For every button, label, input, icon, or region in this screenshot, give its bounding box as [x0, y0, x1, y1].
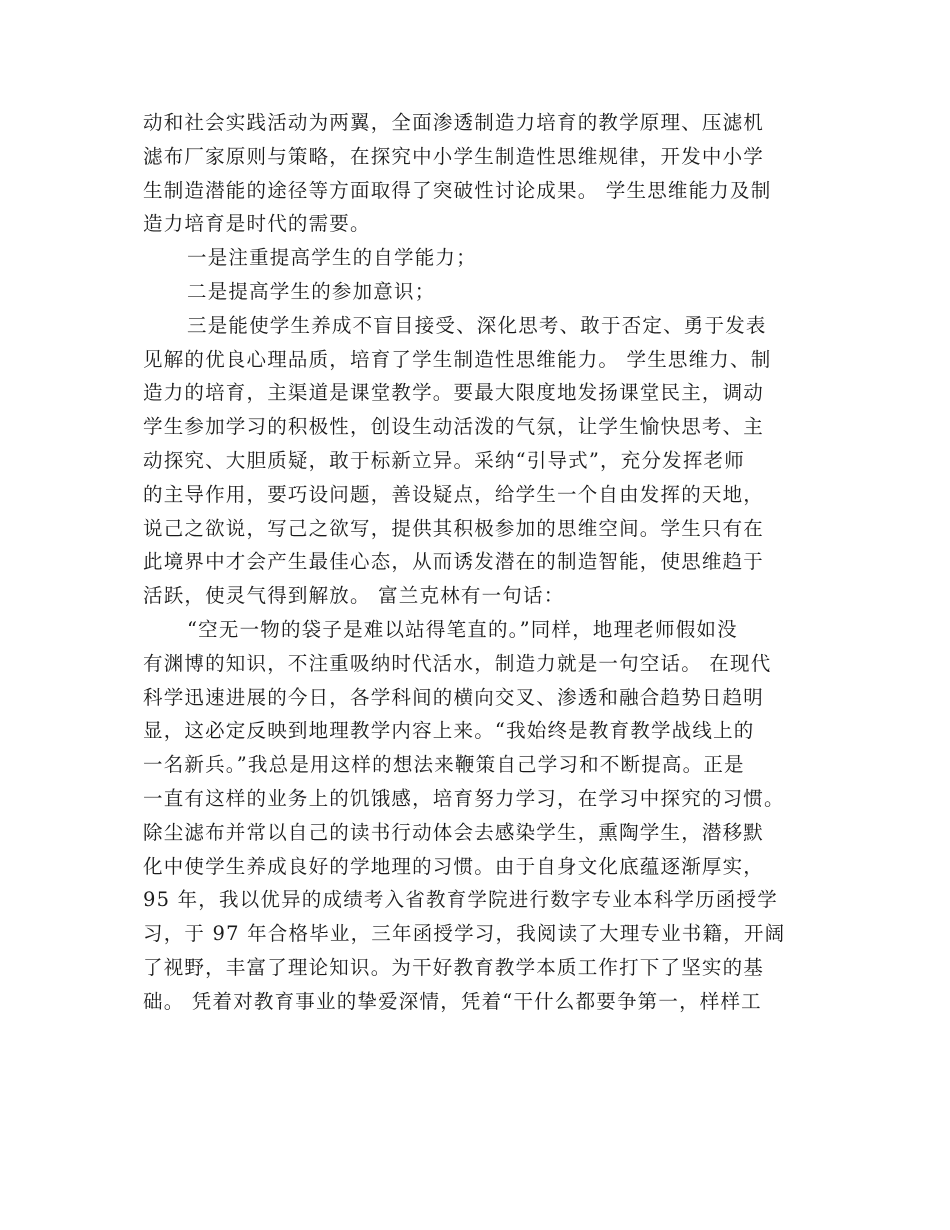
text-line: 除尘滤布并常以自己的读书行动体会去感染学生，熏陶学生，潜移默: [143, 820, 765, 844]
text-line: 此境界中才会产生最佳心态，从而诱发潜在的制造智能，使思维趋于: [143, 550, 765, 574]
text-line: 动和社会实践活动为两翼，全面渗透制造力培育的教学原理、压滤机: [143, 111, 765, 134]
body-text: [143, 106, 813, 1019]
text-line: “空无一物的袋子是难以站得笔直的。”同样，地理老师假如没: [187, 617, 738, 641]
text-line: 动探究、大胆质疑，敢于标新立异。采纳“引导式”，充分发挥老师: [143, 448, 745, 472]
text-line: 学生参加学习的积极性，创设生动活泼的气氛，让学生愉快思考、主: [143, 415, 765, 439]
text-line: 有渊博的知识，不注重吸纳时代活水，制造力就是一句空话。 在现代: [143, 651, 772, 675]
text-line: 一直有这样的业务上的饥饿感，培育努力学习，在学习中探究的习惯。: [143, 786, 785, 810]
text-line: 科学迅速进展的今日，各学科间的横向交叉、渗透和融合趋势日趋明: [143, 685, 765, 709]
text-line: 活跃，使灵气得到解放。 富兰克林有一句话：: [143, 584, 565, 608]
text-line: 础。 凭着对教育事业的挚爱深情，凭着“干什么都要争第一，样样工: [143, 989, 762, 1013]
text-line: 显，这必定反映到地理教学内容上来。“我始终是教育教学战线上的: [143, 719, 755, 743]
text-line: 95 年，我以优异的成绩考入省教育学院进行数字专业本科学历函授学: [143, 888, 778, 912]
text-line: 的主导作用，要巧设问题，善设疑点，给学生一个自由发挥的天地，: [143, 482, 765, 506]
text-line: 造力培育是时代的需要。: [143, 212, 371, 236]
text-line: 一是注重提高学生的自学能力；: [187, 246, 477, 270]
text-line: 说己之欲说，写己之欲写，提供其积极参加的思维空间。学生只有在: [143, 516, 765, 540]
text-line: 习，于 97 年合格毕业，三年函授学习，我阅读了大理专业书籍，开阔: [143, 922, 786, 946]
text-line: 生制造潜能的途径等方面取得了突破性讨论成果。 学生思维能力及制: [143, 178, 772, 202]
text-line: 见解的优良心理品质，培育了学生制造性思维能力。 学生思维力、制: [143, 347, 772, 371]
text-line: 三是能使学生养成不盲目接受、深化思考、敢于否定、勇于发表: [187, 313, 767, 337]
text-line: 了视野，丰富了理论知识。为干好教育教学本质工作打下了坚实的基: [143, 955, 765, 979]
text-line: 二是提高学生的参加意识；: [187, 279, 436, 303]
text-line: 化中使学生养成良好的学地理的习惯。由于自身文化底蕴逐渐厚实，: [143, 854, 765, 878]
text-line: 一名新兵。”我总是用这样的想法来鞭策自己学习和不断提高。正是: [143, 753, 745, 777]
text-line: 造力的培育，主渠道是课堂教学。要最大限度地发扬课堂民主，调动: [143, 381, 765, 405]
text-line: 滤布厂家原则与策略，在探究中小学生制造性思维规律，开发中小学: [143, 144, 765, 168]
